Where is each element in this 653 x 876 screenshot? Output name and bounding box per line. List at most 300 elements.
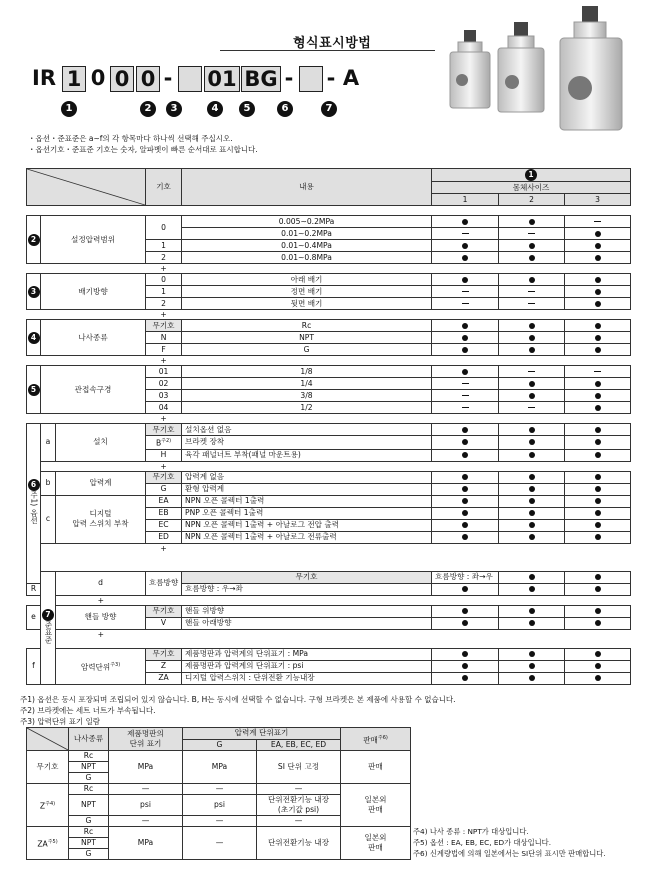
row-code: 무기호 bbox=[146, 424, 182, 436]
availability-cell bbox=[432, 424, 499, 436]
available-dot-icon bbox=[462, 439, 468, 445]
units-dash: — bbox=[257, 816, 341, 827]
availability-cell bbox=[432, 298, 499, 310]
units-thread: G bbox=[69, 849, 109, 860]
section-badge: 2 bbox=[27, 216, 41, 264]
plus-sign: + bbox=[97, 595, 104, 605]
availability-cell bbox=[432, 436, 499, 450]
note-line: ・옵션기호・준표준 기호는 숫자, 알파벳이 빠른 순서대로 표시합니다. bbox=[28, 145, 258, 154]
units-dash: — bbox=[183, 816, 257, 827]
available-dot-icon bbox=[462, 651, 468, 657]
model-pressure-range: 0 bbox=[110, 66, 134, 92]
units-sale: 일본외 판매 bbox=[341, 784, 411, 827]
model-selection-table bbox=[26, 168, 631, 685]
availability-cell bbox=[565, 424, 631, 436]
row-content: 뒷면 배기 bbox=[182, 298, 432, 310]
available-dot-icon bbox=[529, 651, 535, 657]
badge-4: 4 bbox=[207, 101, 223, 117]
available-dot-icon bbox=[462, 369, 468, 375]
availability-cell bbox=[432, 240, 499, 252]
availability-cell bbox=[432, 274, 499, 286]
row-content: 설치옵션 없음 bbox=[182, 424, 432, 436]
note-line: ・옵션・준표준은 a~f의 각 항목마다 하나씩 선택해 주십시오. bbox=[28, 134, 233, 143]
available-dot-icon bbox=[529, 486, 535, 492]
availability-cell bbox=[499, 344, 565, 356]
table-row bbox=[27, 495, 631, 507]
row-content: 0.01~0.2MPa bbox=[182, 228, 432, 240]
available-dot-icon bbox=[462, 620, 468, 626]
available-dot-icon bbox=[529, 323, 535, 329]
note-line: 주3) 압력단위 표기 일람 bbox=[20, 717, 101, 726]
availability-cell bbox=[565, 332, 631, 344]
available-dot-icon bbox=[595, 486, 601, 492]
availability-cell bbox=[432, 252, 499, 264]
plus-sign: + bbox=[160, 414, 167, 423]
availability-cell bbox=[499, 424, 565, 436]
table-row bbox=[27, 320, 631, 332]
available-dot-icon bbox=[529, 439, 535, 445]
sub-letter: a bbox=[41, 424, 56, 462]
note-line: 주5) 옵션 : EA, EB, EC, ED가 대상입니다. bbox=[413, 838, 552, 847]
sub-letter: c bbox=[41, 495, 56, 543]
availability-cell bbox=[432, 617, 499, 629]
available-dot-icon bbox=[529, 277, 535, 283]
availability-cell bbox=[432, 228, 499, 240]
pressure-unit-table bbox=[26, 727, 411, 860]
availability-cell bbox=[499, 648, 565, 660]
availability-cell bbox=[565, 617, 631, 629]
available-dot-icon bbox=[595, 255, 601, 261]
row-code: 무기호 bbox=[146, 605, 182, 617]
available-dot-icon bbox=[462, 498, 468, 504]
availability-cell bbox=[432, 320, 499, 332]
availability-cell bbox=[565, 519, 631, 531]
available-dot-icon bbox=[595, 323, 601, 329]
availability-cell bbox=[565, 483, 631, 495]
units-header-plate: 제품명판의 단위 표기 bbox=[109, 728, 183, 751]
table-row bbox=[27, 274, 631, 286]
availability-cell bbox=[499, 583, 565, 595]
badge-2: 2 bbox=[140, 101, 156, 117]
available-dot-icon bbox=[529, 574, 535, 580]
header-size-1: 1 bbox=[432, 194, 499, 206]
available-dot-icon bbox=[595, 574, 601, 580]
availability-cell bbox=[565, 449, 631, 461]
row-code: 무기호 bbox=[146, 471, 182, 483]
availability-cell bbox=[432, 648, 499, 660]
availability-cell bbox=[565, 286, 631, 298]
availability-cell bbox=[565, 660, 631, 672]
row-code: 04 bbox=[146, 402, 182, 414]
available-dot-icon bbox=[529, 393, 535, 399]
availability-cell bbox=[499, 298, 565, 310]
option-note: 주1) bbox=[29, 491, 39, 507]
availability-cell bbox=[499, 240, 565, 252]
available-dot-icon bbox=[595, 381, 601, 387]
section-badge-option: 6 주1) 옵션 bbox=[27, 424, 41, 584]
units-thread: G bbox=[69, 816, 109, 827]
unavailable-dash-icon bbox=[462, 303, 469, 304]
units-sale: 판매 bbox=[341, 751, 411, 784]
availability-cell bbox=[499, 286, 565, 298]
badge-6: 6 bbox=[277, 101, 293, 117]
available-dot-icon bbox=[462, 243, 468, 249]
available-dot-icon bbox=[529, 663, 535, 669]
availability-cell bbox=[432, 402, 499, 414]
units-e: 단위전환기능 내장 (초기값 psi) bbox=[257, 795, 341, 816]
available-dot-icon bbox=[595, 452, 601, 458]
section-badge-semi: 7 준표준 bbox=[41, 571, 56, 684]
available-dot-icon bbox=[529, 243, 535, 249]
available-dot-icon bbox=[529, 534, 535, 540]
available-dot-icon bbox=[595, 301, 601, 307]
row-content: 0.01~0.8MPa bbox=[182, 252, 432, 264]
availability-cell bbox=[565, 344, 631, 356]
available-dot-icon bbox=[595, 620, 601, 626]
availability-cell bbox=[565, 240, 631, 252]
available-dot-icon bbox=[595, 651, 601, 657]
regulator-small bbox=[450, 30, 490, 108]
available-dot-icon bbox=[462, 534, 468, 540]
header-size-2: 2 bbox=[499, 194, 565, 206]
available-dot-icon bbox=[462, 335, 468, 341]
row-code: $B^{주2)}$ bbox=[146, 436, 182, 450]
note-line: 주2) 브라켓에는 세트 너트가 부속됩니다. bbox=[20, 706, 156, 715]
table-row bbox=[27, 648, 631, 660]
sub-label: 압력계 bbox=[56, 471, 146, 495]
page-title: 형식표시방법 bbox=[293, 36, 372, 51]
semi-label: 준표준 bbox=[44, 620, 53, 644]
unavailable-dash-icon bbox=[462, 291, 469, 292]
table-row bbox=[27, 571, 631, 583]
model-option: BG bbox=[241, 66, 281, 92]
availability-cell bbox=[565, 605, 631, 617]
table-row bbox=[27, 424, 631, 436]
available-dot-icon bbox=[595, 277, 601, 283]
units-dash: — bbox=[183, 784, 257, 795]
row-content: 아래 배기 bbox=[182, 274, 432, 286]
availability-cell bbox=[499, 660, 565, 672]
row-code: EB bbox=[146, 507, 182, 519]
row-content: NPN 오픈 콜렉터 1출력 + 아날로그 전압 출력 bbox=[182, 519, 432, 531]
availability-cell bbox=[499, 605, 565, 617]
available-dot-icon bbox=[462, 486, 468, 492]
availability-cell bbox=[499, 228, 565, 240]
sub-label: 흐름방향 bbox=[146, 571, 182, 595]
availability-cell bbox=[432, 378, 499, 390]
unavailable-dash-icon bbox=[528, 303, 535, 304]
unavailable-dash-icon bbox=[528, 407, 535, 408]
available-dot-icon bbox=[462, 347, 468, 353]
unavailable-dash-icon bbox=[462, 395, 469, 396]
row-content: 흐름방향 : 우→좌 bbox=[182, 583, 432, 595]
availability-cell bbox=[499, 617, 565, 629]
row-content: 압력계 없음 bbox=[182, 471, 432, 483]
availability-cell bbox=[565, 672, 631, 684]
product-photo bbox=[440, 2, 640, 132]
row-code: 02 bbox=[146, 378, 182, 390]
units-g: MPa bbox=[183, 751, 257, 784]
availability-cell bbox=[565, 320, 631, 332]
units-e: SI 단위 고정 bbox=[257, 751, 341, 784]
header-badge: 1 bbox=[432, 169, 631, 182]
table-row bbox=[27, 366, 631, 378]
row-content: PNP 오픈 콜렉터 1출력 bbox=[182, 507, 432, 519]
available-dot-icon bbox=[462, 510, 468, 516]
units-header-thread: 나사종류 bbox=[69, 728, 109, 751]
row-code: 01 bbox=[146, 366, 182, 378]
sub-label: 핸들 방향 bbox=[56, 605, 146, 629]
units-dash: — bbox=[257, 784, 341, 795]
availability-cell bbox=[499, 320, 565, 332]
availability-cell bbox=[432, 344, 499, 356]
unavailable-dash-icon bbox=[462, 233, 469, 234]
row-content: 흐름방향 : 좌→우 bbox=[432, 571, 499, 583]
units-code: $ZA^{주5)}$ bbox=[27, 827, 69, 860]
units-code: $Z^{주4)}$ bbox=[27, 784, 69, 827]
availability-cell bbox=[499, 402, 565, 414]
availability-cell bbox=[565, 571, 631, 583]
available-dot-icon bbox=[462, 608, 468, 614]
units-thread: G bbox=[69, 773, 109, 784]
row-content: 제품명판과 압력계의 단위표기 : psi bbox=[182, 660, 432, 672]
model-port: 01 bbox=[204, 66, 240, 92]
title-rule bbox=[220, 50, 435, 51]
availability-cell bbox=[499, 531, 565, 543]
unavailable-dash-icon bbox=[594, 371, 601, 372]
units-thread: Rc bbox=[69, 784, 109, 795]
model-hyphen: - bbox=[163, 66, 173, 90]
available-dot-icon bbox=[529, 474, 535, 480]
row-code: 1 bbox=[146, 240, 182, 252]
row-code: 무기호 bbox=[146, 648, 182, 660]
availability-cell bbox=[499, 378, 565, 390]
available-dot-icon bbox=[462, 277, 468, 283]
availability-cell bbox=[499, 471, 565, 483]
units-thread: NPT bbox=[69, 762, 109, 773]
availability-cell bbox=[432, 483, 499, 495]
units-thread: Rc bbox=[69, 751, 109, 762]
available-dot-icon bbox=[529, 427, 535, 433]
plus-sign: + bbox=[160, 310, 167, 319]
availability-cell bbox=[565, 390, 631, 402]
row-code: 03 bbox=[146, 390, 182, 402]
note-line: 주1) 옵션은 동시 포장되며 조립되어 있지 않습니다. B, H는 동시에 선택할 수 없습니다. 구형 브라켓은 본 제품에 사용할 수 없습니다. bbox=[20, 695, 456, 704]
model-series: IR bbox=[32, 66, 56, 90]
model-hyphen: - bbox=[284, 66, 294, 90]
row-code: N bbox=[146, 332, 182, 344]
model-semi-standard bbox=[299, 66, 323, 92]
row-content: NPT bbox=[182, 332, 432, 344]
available-dot-icon bbox=[595, 608, 601, 614]
units-g: — bbox=[183, 827, 257, 860]
available-dot-icon bbox=[529, 452, 535, 458]
units-header-diagonal bbox=[27, 728, 69, 751]
available-dot-icon bbox=[529, 347, 535, 353]
row-content: 1/2 bbox=[182, 402, 432, 414]
section-badge: 3 bbox=[27, 274, 41, 310]
note-line: 주6) 신계량법에 의해 일본에서는 SI단위 표시만 판매합니다. bbox=[413, 849, 606, 858]
available-dot-icon bbox=[462, 323, 468, 329]
row-code: F bbox=[146, 344, 182, 356]
row-code: EC bbox=[146, 519, 182, 531]
row-content: 정면 배기 bbox=[182, 286, 432, 298]
section-badge: 4 bbox=[27, 320, 41, 356]
header-diagonal bbox=[27, 169, 146, 206]
row-code: R bbox=[27, 583, 41, 595]
plus-sign: + bbox=[160, 543, 167, 553]
available-dot-icon bbox=[529, 498, 535, 504]
header-code: 기호 bbox=[146, 169, 182, 206]
availability-cell bbox=[432, 471, 499, 483]
available-dot-icon bbox=[595, 522, 601, 528]
badge-7: 7 bbox=[321, 101, 337, 117]
units-header-gauge: 압력계 단위표기 bbox=[183, 728, 341, 740]
availability-cell bbox=[432, 390, 499, 402]
available-dot-icon bbox=[462, 522, 468, 528]
availability-cell bbox=[432, 672, 499, 684]
section-label: 나사종류 bbox=[41, 320, 146, 356]
units-plate: MPa bbox=[109, 751, 183, 784]
row-content: 육각 패널너트 부착(패널 마운트용) bbox=[182, 449, 432, 461]
sub-letter: e bbox=[27, 605, 41, 629]
available-dot-icon bbox=[595, 393, 601, 399]
availability-cell bbox=[565, 531, 631, 543]
availability-cell bbox=[565, 274, 631, 286]
units-dash: — bbox=[109, 816, 183, 827]
availability-cell bbox=[565, 366, 631, 378]
option-label: 옵션 bbox=[29, 509, 39, 525]
availability-cell bbox=[499, 366, 565, 378]
unavailable-dash-icon bbox=[462, 383, 469, 384]
sub-label: 설치 bbox=[56, 424, 146, 462]
plus-sign: + bbox=[160, 461, 167, 471]
section-label: 관접속구경 bbox=[41, 366, 146, 414]
model-exhaust: 0 bbox=[136, 66, 160, 92]
available-dot-icon bbox=[529, 381, 535, 387]
available-dot-icon bbox=[595, 498, 601, 504]
availability-cell bbox=[432, 507, 499, 519]
units-plate: psi bbox=[109, 795, 183, 816]
header-size-3: 3 bbox=[565, 194, 631, 206]
available-dot-icon bbox=[595, 586, 601, 592]
available-dot-icon bbox=[595, 289, 601, 295]
row-content: NPN 오픈 콜렉터 1출력 bbox=[182, 495, 432, 507]
table-row bbox=[27, 605, 631, 617]
available-dot-icon bbox=[462, 474, 468, 480]
available-dot-icon bbox=[595, 675, 601, 681]
row-content: 브라켓 장착 bbox=[182, 436, 432, 450]
available-dot-icon bbox=[529, 586, 535, 592]
availability-cell bbox=[432, 519, 499, 531]
available-dot-icon bbox=[595, 663, 601, 669]
row-content: 3/8 bbox=[182, 390, 432, 402]
unavailable-dash-icon bbox=[528, 233, 535, 234]
availability-cell bbox=[499, 449, 565, 461]
availability-cell bbox=[499, 495, 565, 507]
row-code: ZA bbox=[146, 672, 182, 684]
availability-cell bbox=[499, 571, 565, 583]
availability-cell bbox=[432, 366, 499, 378]
row-content: 디지털 압력스위치 : 단위전환 기능내장 bbox=[182, 672, 432, 684]
availability-cell bbox=[565, 507, 631, 519]
available-dot-icon bbox=[529, 335, 535, 341]
model-suffix: A bbox=[342, 66, 360, 90]
units-header-sale: 판매$^{주6)}$ bbox=[341, 728, 411, 751]
row-content: G bbox=[182, 344, 432, 356]
available-dot-icon bbox=[529, 522, 535, 528]
availability-cell bbox=[432, 449, 499, 461]
sub-letter: f bbox=[27, 648, 41, 684]
available-dot-icon bbox=[462, 427, 468, 433]
available-dot-icon bbox=[462, 586, 468, 592]
unavailable-dash-icon bbox=[594, 221, 601, 222]
row-content: NPN 오픈 콜렉터 1출력 + 아날로그 전류출력 bbox=[182, 531, 432, 543]
unavailable-dash-icon bbox=[528, 291, 535, 292]
row-code: 무기호 bbox=[182, 571, 432, 583]
units-header-e: EA, EB, EC, ED bbox=[257, 739, 341, 751]
available-dot-icon bbox=[595, 347, 601, 353]
units-thread: NPT bbox=[69, 838, 109, 849]
row-content: 핸들 위방향 bbox=[182, 605, 432, 617]
row-content: 0.005~0.2MPa bbox=[182, 216, 432, 228]
model-hyphen: - bbox=[326, 66, 336, 90]
row-code: Z bbox=[146, 660, 182, 672]
available-dot-icon bbox=[529, 620, 535, 626]
sub-letter: b bbox=[41, 471, 56, 495]
available-dot-icon bbox=[462, 452, 468, 458]
unavailable-dash-icon bbox=[528, 371, 535, 372]
notes-top bbox=[28, 133, 258, 155]
available-dot-icon bbox=[462, 255, 468, 261]
available-dot-icon bbox=[529, 675, 535, 681]
row-content: 0.01~0.4MPa bbox=[182, 240, 432, 252]
row-code: V bbox=[146, 617, 182, 629]
notes-right bbox=[413, 826, 606, 859]
badge-3: 3 bbox=[166, 101, 182, 117]
section-label: 설정압력범위 bbox=[41, 216, 146, 264]
unavailable-dash-icon bbox=[462, 407, 469, 408]
row-code: G bbox=[146, 483, 182, 495]
availability-cell bbox=[565, 471, 631, 483]
note-line: 주4) 나사 종류 : NPT가 대상입니다. bbox=[413, 827, 529, 836]
row-content: Rc bbox=[182, 320, 432, 332]
section-label: 배기방향 bbox=[41, 274, 146, 310]
sub-letter: d bbox=[56, 571, 146, 595]
model-thread bbox=[178, 66, 202, 92]
units-thread: NPT bbox=[69, 795, 109, 816]
units-g: psi bbox=[183, 795, 257, 816]
row-code: ED bbox=[146, 531, 182, 543]
available-dot-icon bbox=[529, 510, 535, 516]
available-dot-icon bbox=[462, 675, 468, 681]
notes-bottom bbox=[20, 694, 456, 727]
header-content: 내용 bbox=[182, 169, 432, 206]
available-dot-icon bbox=[595, 335, 601, 341]
available-dot-icon bbox=[595, 243, 601, 249]
availability-cell bbox=[432, 605, 499, 617]
availability-cell bbox=[499, 507, 565, 519]
available-dot-icon bbox=[595, 534, 601, 540]
available-dot-icon bbox=[595, 510, 601, 516]
availability-cell bbox=[565, 402, 631, 414]
row-content: 핸들 아래방향 bbox=[182, 617, 432, 629]
row-code: 0 bbox=[146, 274, 182, 286]
availability-cell bbox=[499, 252, 565, 264]
available-dot-icon bbox=[595, 474, 601, 480]
plus-sign: + bbox=[160, 264, 167, 273]
availability-cell bbox=[499, 483, 565, 495]
